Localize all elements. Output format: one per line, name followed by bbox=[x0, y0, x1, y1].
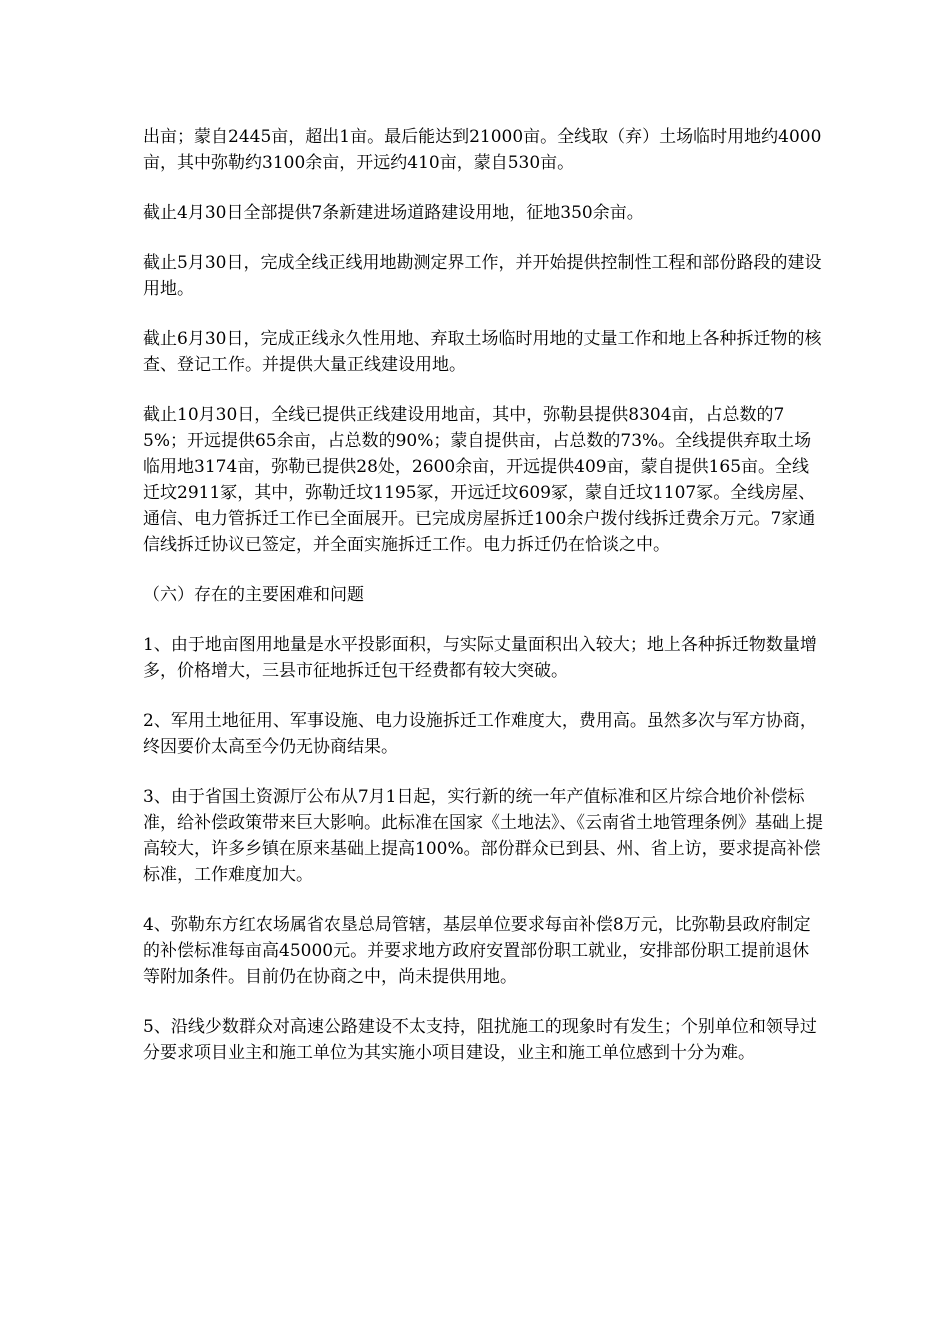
paragraph-may-progress: 截止5月30日，完成全线正线用地勘测定界工作，并开始提供控制性工程和部份路段的建设用地。 bbox=[143, 253, 822, 299]
paragraph-october-progress: 截止10月30日，全线已提供正线建设用地亩，其中，弥勒县提供8304亩，占总数的75%；开远提供65余亩，占总数的90%；蒙自提供亩，占总数的73%。全线提供弃取土场临用地3174亩，弥勒已提供28处，2600余亩，开远提供409亩，蒙自提供165亩。全线迁坟2911冢，其中，弥勒迁坟1195冢，开远迁坟609冢，蒙自迁坟1107冢。全线房屋、通信、电力管拆迁工作已全面展开。已完成房屋拆迁100余户拨付线拆迁费余万元。7家通信线拆迁协议已签定，并全面实施拆迁工作。电力拆迁仍在恰谈之中。 bbox=[143, 405, 816, 555]
paragraph-difficulty-2: 2、军用土地征用、军事设施、电力设施拆迁工作难度大，费用高。虽然多次与军方协商，终因要价太高至今仍无协商结果。 bbox=[143, 711, 817, 757]
paragraph-difficulty-1: 1、由于地亩图用地量是水平投影面积，与实际丈量面积出入较大；地上各种拆迁物数量增多，价格增大，三县市征地拆迁包干经费都有较大突破。 bbox=[143, 635, 817, 681]
paragraph-difficulty-5: 5、沿线少数群众对高速公路建设不太支持，阻扰施工的现象时有发生；个别单位和领导过分要求项目业主和施工单位为其实施小项目建设，业主和施工单位感到十分为难。 bbox=[143, 1017, 817, 1063]
paragraph-difficulty-4: 4、弥勒东方红农场属省农垦总局管辖，基层单位要求每亩补偿8万元，比弥勒县政府制定的补偿标准每亩高45000元。并要求地方政府安置部份职工就业，安排部份职工提前退休等附加条件。目前仍在协商之中，尚未提供用地。 bbox=[143, 915, 811, 987]
paragraph-difficulty-3: 3、由于省国土资源厅公布从7月1日起，实行新的统一年产值标准和区片综合地价补偿标准，给补偿政策带来巨大影响。此标准在国家《土地法》、《云南省土地管理条例》基础上提高较大，许多乡镇在原来基础上提高100%。部份群众已到县、州、省上访，要求提高补偿标准，工作难度加大。 bbox=[143, 787, 823, 885]
paragraph-june-progress: 截止6月30日，完成正线永久性用地、弃取土场临时用地的丈量工作和地上各种拆迁物的核查、登记工作。并提供大量正线建设用地。 bbox=[143, 329, 822, 375]
document-body bbox=[143, 124, 823, 1090]
paragraph-april-progress: 截止4月30日全部提供7条新建进场道路建设用地，征地350余亩。 bbox=[143, 203, 644, 223]
paragraph-land-totals: 出亩；蒙自2445亩，超出1亩。最后能达到21000亩。全线取（弃）土场临时用地约4000亩，其中弥勒约3100余亩，开远约410亩，蒙自530亩。 bbox=[143, 127, 822, 173]
section-heading-difficulties: （六）存在的主要困难和问题 bbox=[143, 585, 364, 605]
